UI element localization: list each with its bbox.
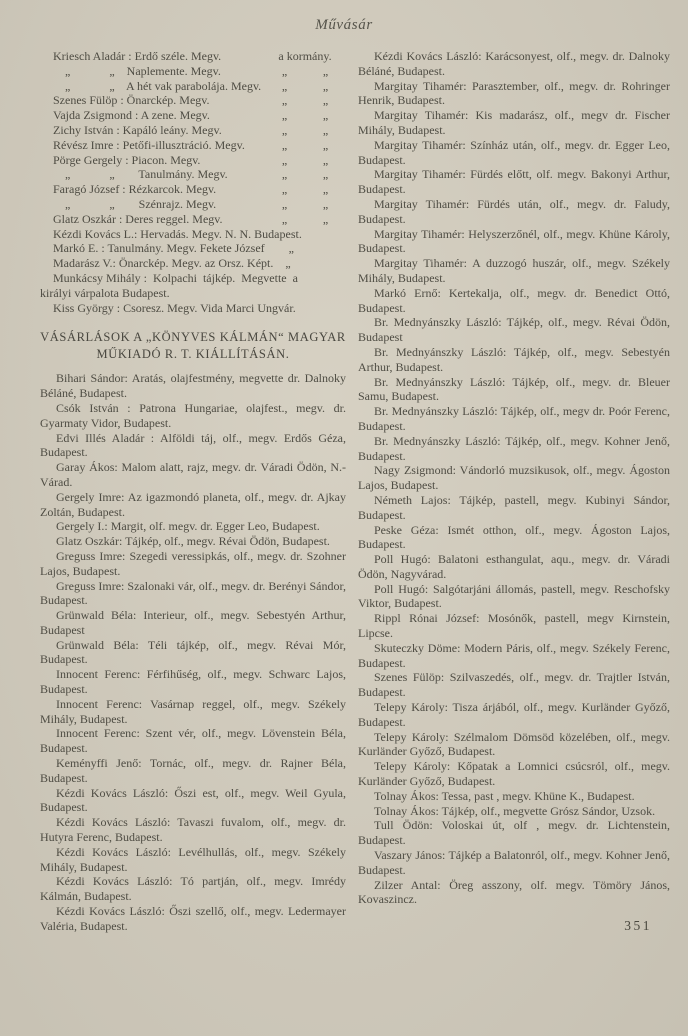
ditto-mark: „ [281, 78, 288, 93]
ditto-columns [264, 167, 346, 182]
sale-line [53, 241, 346, 256]
sale-line [53, 182, 346, 197]
sale-line-text: Faragó József : Rézkarcok. Megv. [53, 182, 217, 197]
sale-entry: Kézdi Kovács László: Tó partján, olf., megv. Imrédy Kálmán, Budapest. [40, 874, 346, 904]
sale-entry: Br. Mednyánszky László: Tájkép, olf., megv dr. Poór Ferenc, Budapest. [358, 404, 670, 433]
section-heading [40, 329, 346, 362]
sale-line-text: királyi várpalota Budapest. [40, 285, 170, 300]
ditto-columns [264, 49, 346, 64]
sale-entry: Peske Géza: Ismét otthon, olf., megv. Ágoston Lajos, Budapest. [358, 522, 670, 552]
sale-entry: Keményffi Jenő: Tornác, olf., megv. dr. Rajner Béla, Budapest. [40, 756, 346, 785]
sale-line-text: „ „ Szénrajz. Megv. [53, 196, 217, 211]
sale-entry: Zilzer Antal: Öreg asszony, olf. megv. Tömöry János, Kovaszincz. [358, 877, 670, 907]
sale-entry: Margitay Tihamér: Fürdés előtt, olf. megv. Bakonyi Arthur, Budapest. [358, 167, 670, 197]
ditto-mark: „ [281, 63, 288, 78]
ditto-mark: „ [281, 137, 288, 152]
sale-entry: Rippl Rónai József: Mosónők, pastell, megv Kirnstein, Lipcse. [358, 611, 670, 641]
sale-line-text: Madarász V.: Önarckép. Megv. az Orsz. Képt. „ [53, 256, 291, 271]
ditto-mark: „ [322, 122, 329, 137]
sale-line-text: Kiss György : Csoresz. Megv. Vida Marci Ungvár. [53, 300, 296, 315]
sale-line-text: Vajda Zsigmond : A zene. Megv. [53, 108, 210, 123]
running-head: Művásár [315, 17, 373, 33]
sale-entry: Br. Mednyánszky László: Tájkép, olf., megv. Kohner Jenő, Budapest. [358, 433, 670, 463]
ditto-columns [264, 123, 346, 138]
entries-right [358, 49, 670, 907]
sale-entry: Garay Ákos: Malom alatt, rajz, megv. dr. Váradi Ödön, N.-Várad. [40, 460, 346, 489]
section-heading-line2: MŰKIADÓ R. T. KIÁLLÍTÁSÁN. [96, 346, 290, 361]
sale-line [53, 108, 346, 123]
sale-entry: Nagy Zsigmond: Vándorló muzsikusok, olf., megv. Ágoston Lajos, Budapest. [358, 463, 670, 493]
ditto-mark: „ [281, 93, 288, 108]
sale-line-text: Munkácsy Mihály : Kolpachi tájkép. Megvette a [53, 270, 298, 285]
sale-line [53, 79, 346, 94]
sale-entry: Németh Lajos: Tájkép, pastell, megv. Kubinyi Sándor, Budapest. [358, 492, 670, 522]
ditto-mark: „ [322, 137, 329, 152]
ditto-columns [264, 138, 346, 153]
sale-line-text: Kézdi Kovács L.: Hervadás. Megv. N. N. Budapest. [53, 226, 302, 241]
sale-entry: Telepy Károly: Kőpatak a Lomnici csúcsról, olf., megv. Kurländer Győző, Budapest. [358, 759, 670, 789]
ditto-mark: „ [322, 108, 329, 123]
ditto-columns [264, 79, 346, 94]
left-column [40, 49, 346, 934]
ditto-mark: „ [281, 196, 288, 211]
right-column [358, 49, 670, 934]
sale-entry: Margitay Tihamér: Helyszerzőnél, olf., megv. Khüne Károly, Budapest. [358, 226, 670, 256]
sale-line-text: „ „ Naplemente. Megv. [53, 63, 221, 78]
sale-line-text: „ „ Tanulmány. Megv. [53, 167, 228, 182]
sale-entry: Szenes Fülöp: Szilvaszedés, olf., megv. dr. Trajtler István, Budapest. [358, 670, 670, 700]
sale-entry: Vaszary János: Tájkép a Balatonról, olf., megv. Kohner Jenő, Budapest. [358, 848, 670, 877]
sale-line-text: Zichy István : Kapáló leány. Megv. [53, 122, 222, 137]
ditto-columns [264, 64, 346, 79]
sale-entry: Bihari Sándor: Aratás, olajfestmény, megvette dr. Dalnoky Béláné, Budapest. [40, 371, 346, 401]
sale-entry: Margitay Tihamér: Színház után, olf., megv. dr. Egger Leo, Budapest. [358, 137, 670, 167]
ditto-columns [264, 197, 346, 212]
sale-line-text: Pörge Gergely : Piacon. Megv. [53, 152, 201, 167]
sale-line-text: Glatz Oszkár : Deres reggel. Megv. [53, 211, 223, 226]
sale-line-text: „ „ A hét vak parabolája. Megv. [53, 78, 262, 93]
sale-entry: Margitay Tihamér: Kis madarász, olf., megv dr. Fischer Mihály, Budapest. [358, 108, 670, 137]
ditto-columns [264, 108, 346, 123]
sale-entry: Br. Mednyánszky László: Tájkép, olf., megv. dr. Bleuer Samu, Budapest. [358, 374, 670, 404]
sale-entry: Edvi Illés Aladár : Alföldi táj, olf., megv. Erdős Géza, Budapest. [40, 430, 346, 460]
sale-entry: Br. Mednyánszky László: Tájkép, olf., megv. Sebestyén Arthur, Budapest. [358, 344, 670, 374]
ditto-mark: „ [281, 211, 288, 226]
ditto-mark: a kormány. [278, 49, 332, 63]
sale-entry: Margitay Tihamér: Fürdés után, olf., megv. dr. Faludy, Budapest. [358, 196, 670, 226]
sale-entry: Greguss Imre: Szegedi veressipkás, olf., megv. dr. Szohner Lajos, Budapest. [40, 548, 346, 578]
sale-line [53, 167, 346, 182]
sale-entry: Margitay Tihamér: Parasztember, olf., megv. dr. Rohringer Henrik, Budapest. [358, 78, 670, 108]
ditto-mark: „ [322, 182, 329, 197]
sale-line [53, 197, 346, 212]
ditto-mark: „ [322, 196, 329, 211]
sale-entry: Poll Hugó: Salgótarjáni állomás, pastell, megv. Reschofsky Viktor, Budapest. [358, 581, 670, 611]
ditto-columns [264, 93, 346, 108]
sale-entry: Glatz Oszkár: Tájkép, olf., megv. Révai Ödön, Budapest. [56, 534, 330, 549]
two-column-layout [0, 34, 688, 934]
ditto-columns [264, 182, 346, 197]
ditto-mark: „ [322, 167, 329, 182]
ditto-mark: „ [322, 152, 329, 167]
sale-entry: Markó Ernő: Kertekalja, olf., megv. dr. Benedict Ottó, Budapest. [358, 285, 670, 315]
sale-entry: Margitay Tihamér: A duzzogó huszár, olf., megv. Székely Mihály, Budapest. [358, 256, 670, 285]
sale-entry: Innocent Ferenc: Szent vér, olf., megv. Lövenstein Béla, Budapest. [40, 726, 346, 756]
ditto-mark: „ [281, 167, 288, 182]
page-number: 351 [624, 918, 652, 934]
sale-entry: Kézdi Kovács László: Karácsonyest, olf., megv. dr. Dalnoky Béláné, Budapest. [358, 49, 670, 78]
sale-line [53, 271, 346, 286]
opening-sales-list [40, 49, 346, 315]
sale-line [53, 212, 346, 227]
ditto-mark: „ [322, 93, 329, 108]
sale-entry: Gergely Imre: Az igazmondó planeta, olf., megv. dr. Ajkay Zoltán, Budapest. [40, 489, 346, 519]
sale-entry: Csók István : Patrona Hungariae, olajfest., megv. dr. Gyarmaty Vidor, Budapest. [40, 400, 346, 430]
sale-line [53, 227, 346, 242]
sale-entry: Innocent Ferenc: Vasárnap reggel, olf., megv. Székely Mihály, Budapest. [40, 696, 346, 726]
sale-entry: Poll Hugó: Balatoni esthangulat, aqu., megv. dr. Váradi Ödön, Nagyvárad. [358, 552, 670, 581]
ditto-mark: „ [281, 122, 288, 137]
sale-entry: Greguss Imre: Szalonaki vár, olf., megv. dr. Berényi Sándor, Budapest. [40, 578, 346, 608]
sale-line [53, 301, 346, 316]
sale-line [53, 64, 346, 79]
sale-entry: Telepy Károly: Szélmalom Dömsöd közelében, olf., megv. Kurländer Győző, Budapest. [358, 729, 670, 759]
sale-entry: Br. Mednyánszky László: Tájkép, olf., megv. Révai Ödön, Budapest [358, 315, 670, 345]
sale-entry: Tolnay Ákos: Tessa, past , megv. Khüne K., Budapest. [374, 788, 635, 803]
ditto-mark: „ [281, 182, 288, 197]
sale-entry: Tolnay Ákos: Tájkép, olf., megvette Grósz Sándor, Uzsok. [374, 803, 656, 818]
sale-entry: Gergely I.: Margit, olf. megv. dr. Egger Leo, Budapest. [56, 519, 320, 534]
sale-line-text: Kriesch Aladár : Erdő széle. Megv. [53, 49, 222, 63]
sale-entry: Telepy Károly: Tisza árjából, olf., megv. Kurländer Győző, Budapest. [358, 700, 670, 729]
sale-line [40, 286, 346, 301]
ditto-mark: „ [281, 152, 288, 167]
ditto-mark: „ [322, 211, 329, 226]
ditto-columns [264, 153, 346, 168]
sale-line [53, 256, 346, 271]
sale-entry: Grünwald Béla: Téli tájkép, olf., megv. Révai Mór, Budapest. [40, 637, 346, 667]
ditto-mark: „ [322, 63, 329, 78]
sale-entry: Kézdi Kovács László: Levélhullás, olf., megv. Székely Mihály, Budapest. [40, 844, 346, 874]
sale-line-text: Révész Imre : Petőfi-illusztráció. Megv. [53, 137, 245, 152]
sale-line-text: Szenes Fülöp : Önarckép. Megv. [53, 93, 210, 108]
entries-left [40, 371, 346, 933]
sale-entry: Kézdi Kovács László: Tavaszi fuvalom, olf., megv. dr. Hutyra Ferenc, Budapest. [40, 815, 346, 845]
sale-line [53, 93, 346, 108]
sale-line [53, 49, 346, 64]
sale-entry: Grünwald Béla: Interieur, olf., megv. Sebestyén Arthur, Budapest [40, 608, 346, 637]
sale-entry: Innocent Ferenc: Férfihűség, olf., megv. Schwarc Lajos, Budapest. [40, 667, 346, 697]
sale-line [53, 153, 346, 168]
sale-entry: Tull Ödön: Voloskai út, olf , megv. dr. Lichtenstein, Budapest. [358, 818, 670, 848]
sale-line [53, 138, 346, 153]
ditto-columns [264, 212, 346, 227]
sale-line-text: Markó E. : Tanulmány. Megv. Fekete József „ [53, 241, 294, 256]
sale-entry: Kézdi Kovács László: Őszi szellő, olf., megv. Ledermayer Valéria, Budapest. [40, 904, 346, 933]
sale-entry: Kézdi Kovács László: Őszi est, olf., megv. Weil Gyula, Budapest. [40, 785, 346, 815]
sale-entry: Skuteczky Döme: Modern Páris, olf., megv. Székely Ferenc, Budapest. [358, 640, 670, 670]
ditto-mark: „ [322, 78, 329, 93]
section-heading-line1: VÁSÁRLÁSOK A „KÖNYVES KÁLMÁN“ MAGYAR [40, 330, 346, 345]
ditto-mark: „ [281, 108, 288, 123]
sale-line [53, 123, 346, 138]
